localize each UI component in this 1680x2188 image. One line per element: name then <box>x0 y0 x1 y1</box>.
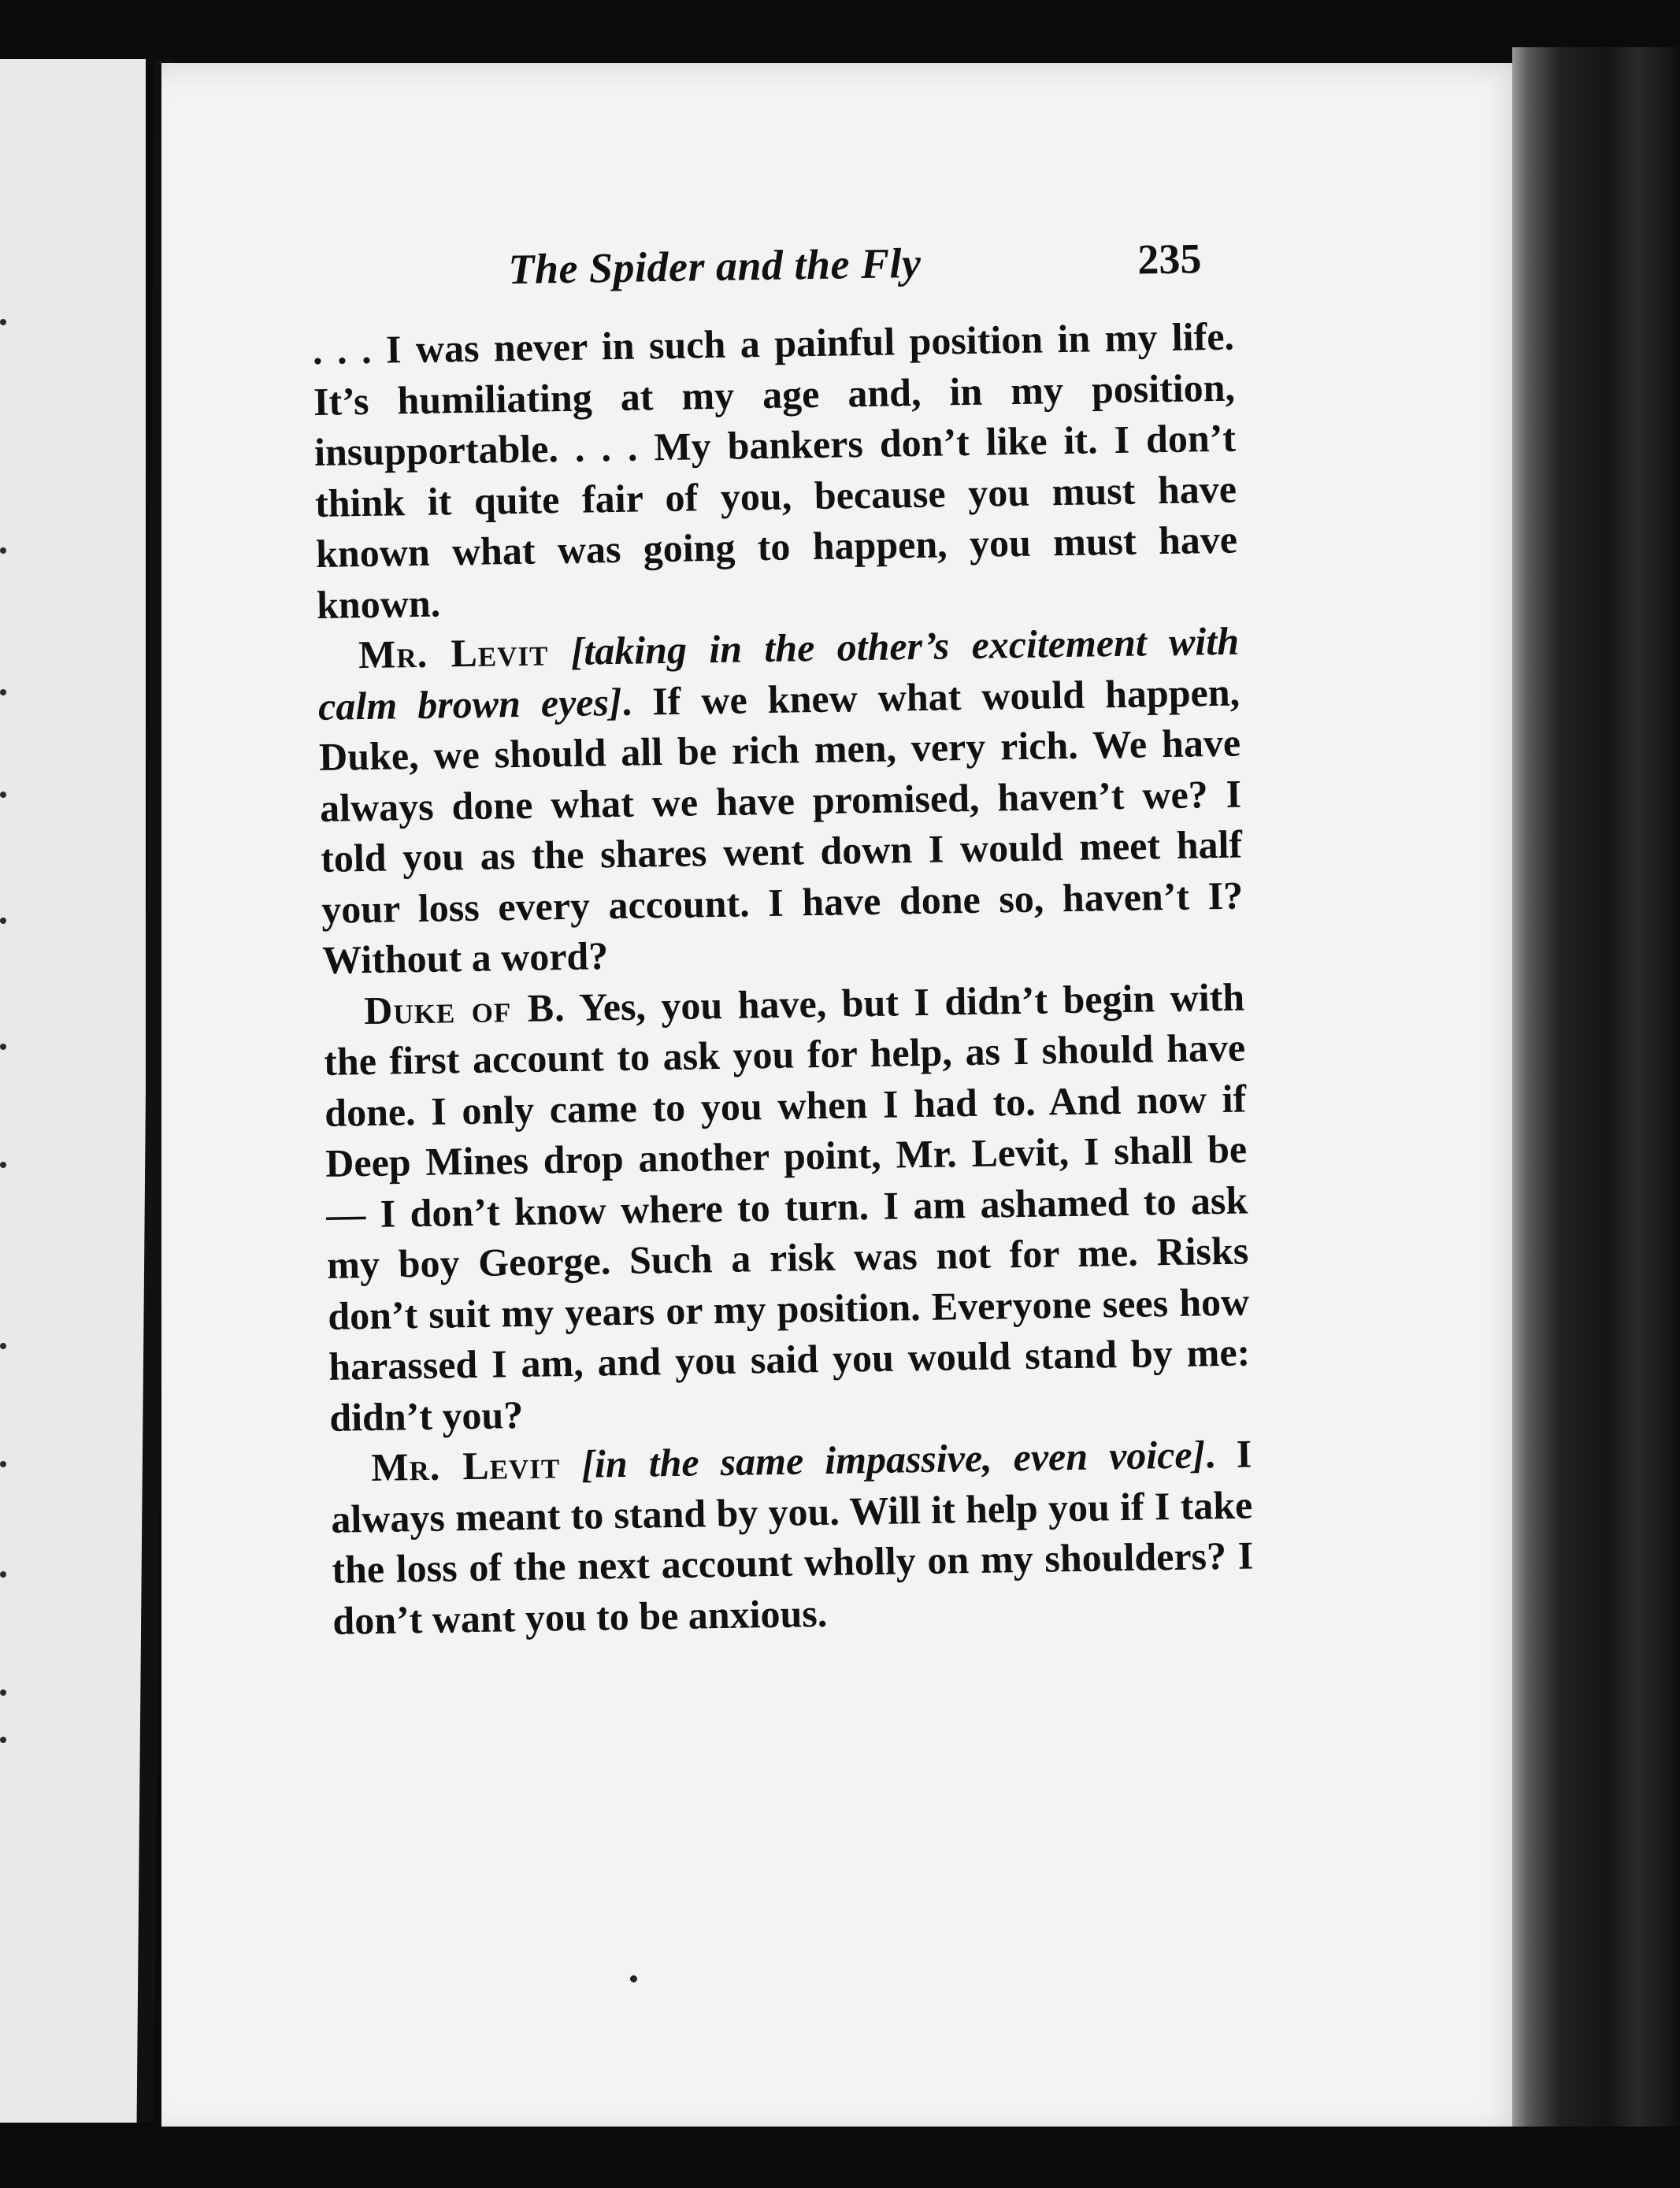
dialogue-text: Yes, you have, but I didn’t begin with the first account to ask you for help, as I should have done. I only came to you when I had to. And now if Deep Mines drop another point, Mr. Levit, I shall be — I don’t know where to turn. I am ashamed to ask my boy George. Such a risk was not for me. Risks don’t suit my years or my position. Everyone sees how harassed I am, and you said you would stand by me: didn’t you? <box>323 974 1251 1440</box>
page-text <box>311 234 1255 1646</box>
stage-direction: [in the same impassive, even voice] <box>580 1432 1206 1486</box>
running-title: The Spider and the Fly <box>507 239 922 294</box>
page-number: 235 <box>1137 235 1202 284</box>
dialogue-text: . If we knew what would happen, Duke, we should all be rich men, very rich. We have always done what we have promised, haven’t we? I told you as the shares went down I would meet half your loss every account. I have done so, haven’t I? Without a word? <box>318 669 1244 982</box>
paragraph-levit-1 <box>317 616 1244 986</box>
paragraph-levit-2 <box>330 1428 1255 1645</box>
speaker-name: Duke of B. <box>363 985 566 1033</box>
left-page-text-fragments <box>0 59 8 2123</box>
ink-speck <box>630 1975 637 1982</box>
paragraph-duke <box>323 971 1252 1443</box>
scan-border <box>0 2127 1680 2188</box>
left-page-edge <box>0 59 146 2123</box>
dialogue-text: . I always meant to stand by you. Will it help you if I take the loss of the next account wholly on my shoulders? I don’t want you to be anxious. <box>330 1431 1254 1643</box>
speaker-name: Mr. Levit <box>370 1442 561 1489</box>
stage-direction: [taking in the other’s excitement with calm brown eyes] <box>317 618 1240 729</box>
running-head <box>311 234 1233 311</box>
speaker-name: Mr. Levit <box>358 629 549 677</box>
paragraph-continuation: . . . I was never in such a painful position in my life. It’s humiliating at my age and, in my position, insupportable. . . . My bankers don’t like it. I don’t think it quite fair of you, because you must have known what was going to happen, you must have known. <box>312 313 1238 627</box>
page-edge-binding <box>1512 47 1680 2188</box>
